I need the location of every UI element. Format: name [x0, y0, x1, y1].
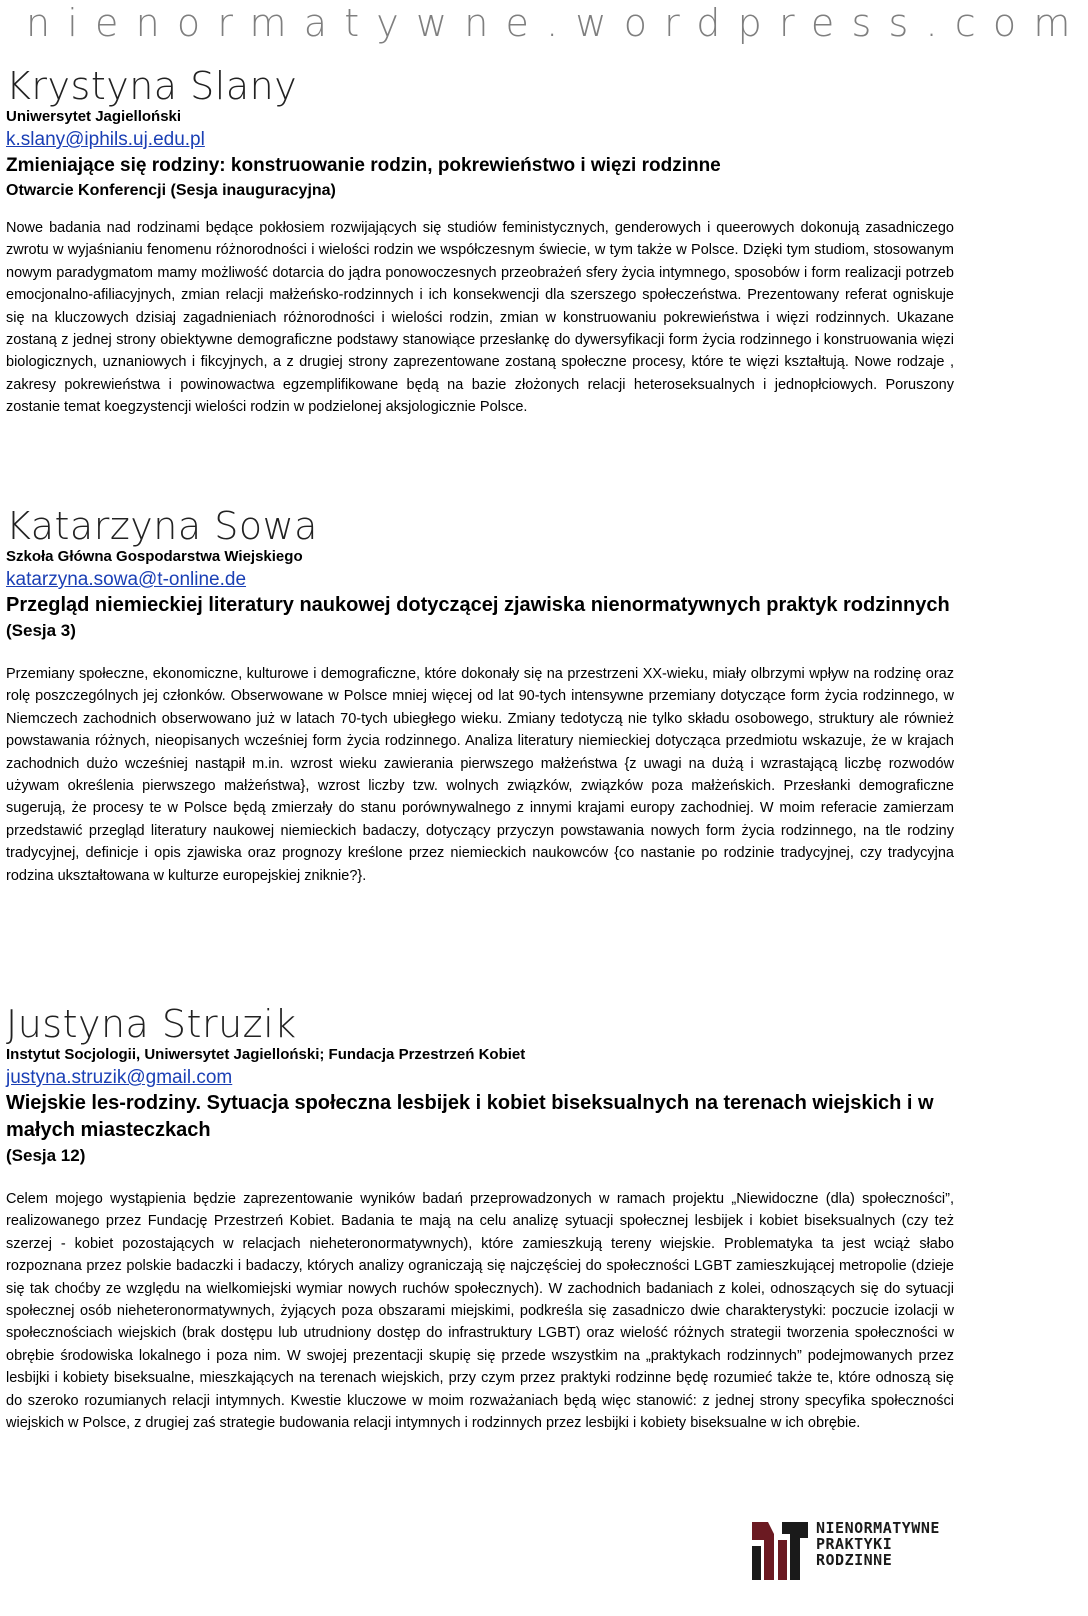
author-name: Krystyna Slany: [6, 64, 298, 108]
logo-line-3: RODZINNE: [816, 1551, 893, 1569]
author-affiliation: Uniwersytet Jagielloński: [6, 108, 182, 125]
session-label: Otwarcie Konferencji (Sesja inauguracyjna): [6, 182, 336, 199]
session-label: (Sesja 3): [6, 621, 76, 640]
author-name: Justyna Struzik: [6, 1002, 297, 1046]
author-email-link[interactable]: k.slany@iphils.uj.edu.pl: [6, 129, 205, 150]
author-name: Katarzyna Sowa: [6, 504, 318, 548]
logo-line-2: PRAKTYKI: [816, 1535, 893, 1553]
talk-title: Wiejskie les-rodziny. Sytuacja społeczna lesbijek i kobiet biseksualnych na terenach wiejskich i w małych miasteczkach: [6, 1092, 934, 1141]
nienormatywne-praktyki-rodzinne-logo: [752, 1520, 942, 1612]
logo-mark-icon: [752, 1520, 808, 1612]
logo-text: [816, 1520, 944, 1568]
abstract-text: Przemiany społeczne, ekonomiczne, kulturowe i demograficzne, które dokonały się na przestrzeni XX-wieku, miały olbrzymi wpływ na rodzinę oraz rolę poszczególnych jej członków. Obserwowane w Polsce mniej więcej od lat 90-tych intensywne przemiany dotyczące form życia rodzinnego, w Niemczech zachodnich obserwowano już w latach 70-tych ubiegłego wieku. Zmiany tedotyczą nie tylko składu osobowego, struktury ale również powstawania różnych, nieopisanych wcześniej form życia rodzinnego. Analiza literatury niemieckiej dotycząca przedmiotu wskazuje, że w krajach zachodnich dużo wcześniej nastąpił m.in. wzrost wieku zawierania pierwszego małżeństwa {z uwagi na dużą i wzrastającą liczbę rozwodów używam określenia pierwszego małżeństwa}, wzrost liczby tzw. wolnych związków, związków poza małżeńskich. Przesłanki demograficzne sugerują, że procesy te w Polsce będą zmierzały do stanu porównywalnego z innymi krajami europy zachodniej. W moim referacie zamierzam przedstawić przegląd literatury naukowej niemieckich badaczy, dotyczący przyczyn powstawania nowych form życia rodzinnego, na tle rodziny tradycyjnej, definicje i opis zjawiska oraz prognozy kreślone przez niemieckich naukowców {co nastanie po rodzinie tradycyjnej, czy tradycyjna rodzina ukształtowana w kulturze europejskiej zniknie?}.: [6, 666, 954, 884]
logo-line-1: NIENORMATYWNE: [816, 1519, 940, 1537]
abstract-entry-3: [6, 1004, 954, 1434]
abstract-entry-1: [6, 66, 954, 419]
abstract-entry-2: [6, 506, 954, 887]
site-header: nienormatywne.wordpress.com: [26, 1, 1088, 45]
author-affiliation: Instytut Socjologii, Uniwersytet Jagielloński; Fundacja Przestrzeń Kobiet: [6, 1046, 526, 1063]
talk-title: Zmieniające się rodziny: konstruowanie rodzin, pokrewieństwo i więzi rodzinne: [6, 155, 721, 176]
talk-title: Przegląd niemieckiej literatury naukowej dotyczącej zjawiska nienormatywnych praktyk rodzinnych: [6, 594, 950, 616]
author-affiliation: Szkoła Główna Gospodarstwa Wiejskiego: [6, 548, 303, 565]
abstract-text: Nowe badania nad rodzinami będące pokłosiem rozwijających się studiów feministycznych, genderowych i queerowych dokonują zasadniczego zwrotu w wyjaśnianiu fenomenu różnorodności i wielości rodzin we współczesnym świecie, w tym także w Polsce. Dzięki tym studiom, stosowanym nowym paradygmatom mamy możliwość dotarcia do jądra ponowoczesnych przeobrażeń sfery życia intymnego, sposobów i form realizacji potrzeb emocjonalno-afiliacyjnych, zmian relacji małżeńsko-rodzinnych i ich konsekwencji dla szerszego społeczeństwa. Prezentowany referat ogniskuje się na kluczowych dzisiaj zagadnieniach różnorodności i wielości rodzin, zmian w konstruowaniu pokrewieństwa i więzi rodzinnych. Ukazane zostaną z jednej strony obiektywne demograficzne podstawy stanowiące przesłankę do dywersyfikacji form życia rodzinnego i konstruowania więzi biologicznych, uznaniowych i fikcyjnych, a z drugiej strony zaprezentowane zostaną społeczne procesy, które te więzi kształtują. Nowe rodzaje , zakresy pokrewieństwa i powinowactwa egzemplifikowane będą na bazie złożonych relacji heteroseksualnych i jednopłciowych. Poruszony zostanie temat koegzystencji wielości rodzin w podzielonej aksjologicznie Polsce.: [6, 220, 954, 416]
session-label: (Sesja 12): [6, 1146, 86, 1165]
author-email-link[interactable]: katarzyna.sowa@t-online.de: [6, 569, 247, 590]
author-email-link[interactable]: justyna.struzik@gmail.com: [6, 1067, 233, 1088]
abstract-text: Celem mojego wystąpienia będzie zaprezentowanie wyników badań przeprowadzonych w ramach projektu „Niewidoczne (dla) społeczności”, realizowanego przez Fundację Przestrzeń Kobiet. Badania te mają na celu analizę sytuacji społecznej lesbijek i kobiet biseksualnych (czy też szerzej - kobiet pozostających w relacjach nieheteronormatywnych), które zamieszkują tereny wiejskie. Problematyka ta jest wciąż słabo rozpoznana przez polskie badaczki i badaczy, których analizy ograniczają się najczęściej do społeczności LGBT zamieszkującej metropolie (dzieje się tak choćby ze względu na wielkomiejski wymiar nowych ruchów społecznych). W zachodnich badaniach z kolei, odnoszących się do sytuacji społecznej osób nieheteronormatywnych, żyjących poza obszarami miejskimi, podkreśla się zasadniczo dwie charakterystyki: poczucie izolacji w społecznościach wiejskich (brak dostępu lub utrudniony dostęp do infrastruktury LGBT) oraz wielość różnych strategii tworzenia społeczności w obrębie środowiska lokalnego i poza nim. W swojej prezentacji skupię się przede wszystkim na „praktykach rodzinnych” podejmowanych przez lesbijki i kobiety biseksualne, mieszkających na terenach wiejskich, przy czym przez praktyki rodzinne będę rozumieć także te, które odnoszą się do szeroko rozumianych relacji intymnych. Kwestie kluczowe w moim rozważaniach będą więc stanowić: z jednej strony specyfika społeczności wiejskich w Polsce, z drugiej zaś strategie budowania relacji intymnych i rodzinnych przez lesbijki i kobiety biseksualne w ich obrębie.: [6, 1191, 954, 1432]
